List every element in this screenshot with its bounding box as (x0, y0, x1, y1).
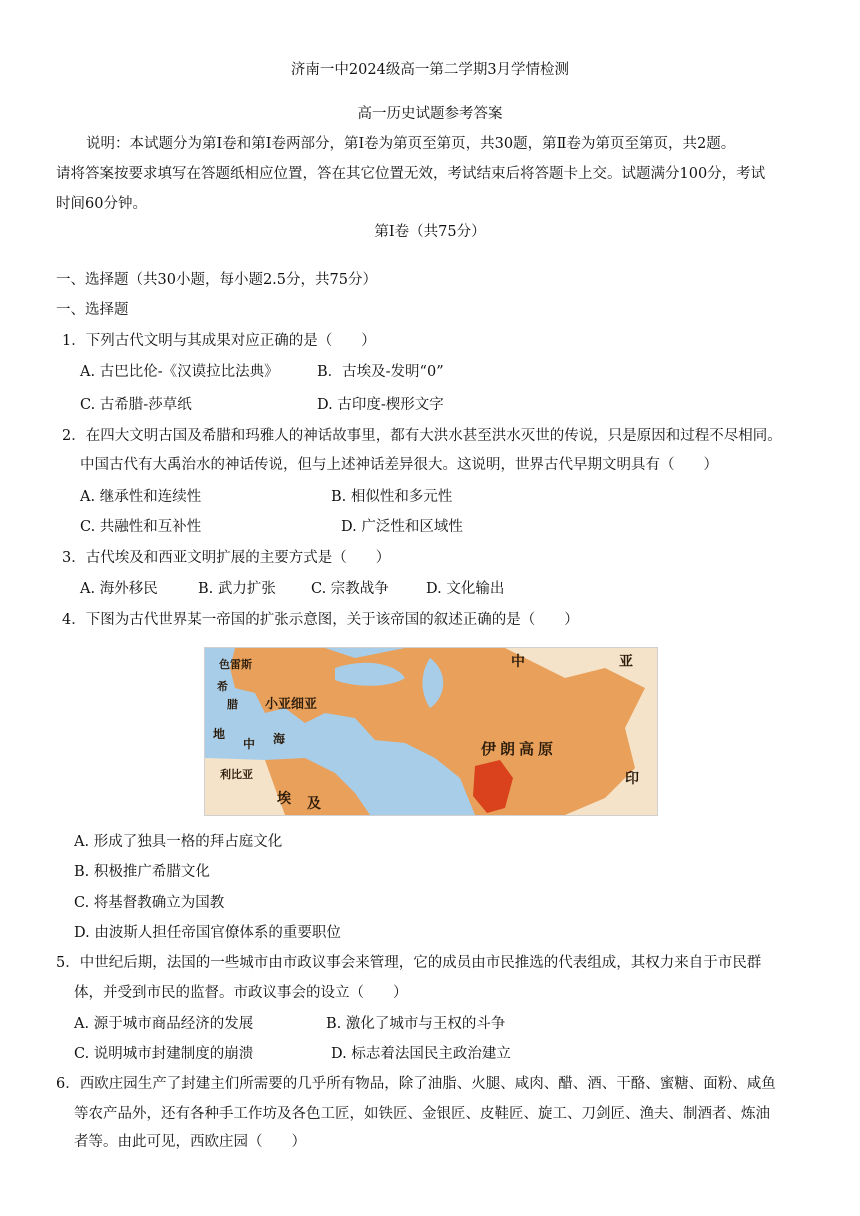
empire-expansion-map (204, 647, 658, 816)
map-label-egypt-1: 埃 (277, 791, 291, 807)
map-label-sea-hai: 海 (273, 732, 286, 746)
question-5-stem-2: 体，并受到市民的监督。市政议事会的设立（ ） (74, 985, 408, 1001)
question-2-option-d: D. 广泛性和区域性 (341, 519, 463, 535)
question-2-option-a: A. 继承性和连续性 (80, 489, 202, 505)
section-heading: 一、选择题（共30小题，每小题2.5分，共75分） (56, 272, 377, 288)
question-3-stem: 3．古代埃及和西亚文明扩展的主要方式是（ ） (62, 550, 391, 566)
question-2-option-c: C. 共融性和互补性 (80, 519, 202, 535)
map-label-asia: 亚 (619, 654, 633, 670)
question-5-option-c: C. 说明城市封建制度的崩溃 (74, 1046, 254, 1062)
question-1-stem: 1．下列古代文明与其成果对应正确的是（ ） (62, 333, 376, 349)
question-4-option-b: B. 积极推广希腊文化 (74, 864, 210, 880)
question-1-option-a: A. 古巴比伦-《汉谟拉比法典》 (80, 364, 279, 380)
map-label-thrace: 色雷斯 (219, 658, 252, 671)
question-6-stem-3: 者等。由此可见，西欧庄园（ ） (74, 1134, 306, 1150)
question-6-stem-2: 等农产品外，还有各种手工作坊及各色工匠，如铁匠、金银匠、皮鞋匠、旋工、刀剑匠、渔夫、制酒者、炼油 (74, 1106, 770, 1122)
question-5-option-a: A. 源于城市商品经济的发展 (74, 1016, 254, 1032)
question-6-stem: 6．西欧庄园生产了封建主们所需要的几乎所有物品，除了油脂、火腿、咸肉、醋、酒、干酪、蜜糖、面粉、咸鱼 (56, 1076, 776, 1092)
map-label-greece: 希 (217, 680, 228, 693)
map-label-central: 中 (511, 654, 525, 670)
question-3-option-c: C. 宗教战争 (311, 581, 389, 597)
question-2-stem-2: 中国古代有大禹治水的神话传说，但与上述神话差异很大。这说明，世界古代早期文明具有（ ） (80, 457, 718, 473)
section-heading-2: 一、选择题 (56, 302, 129, 318)
question-3-option-d: D. 文化输出 (426, 581, 505, 597)
map-label-greece-2: 腊 (227, 698, 238, 711)
question-1-option-b: B．古埃及-发明“0” (317, 364, 444, 380)
question-3-option-a: A. 海外移民 (80, 581, 158, 597)
question-1-option-d: D. 古印度-楔形文字 (317, 397, 444, 413)
question-4-stem: 4．下图为古代世界某一帝国的扩张示意图，关于该帝国的叙述正确的是（ ） (62, 612, 579, 628)
page-title: 济南一中2024级高一第二学期3月学情检测 (290, 62, 570, 78)
map-label-asia-minor: 小亚细亚 (265, 697, 318, 712)
question-4-option-d: D. 由波斯人担任帝国官僚体系的重要职位 (74, 925, 341, 941)
question-5-option-d: D. 标志着法国民主政治建立 (331, 1046, 511, 1062)
question-1-option-c: C. 古希腊-莎草纸 (80, 397, 192, 413)
question-4-option-a: A. 形成了独具一格的拜占庭文化 (74, 834, 283, 850)
instructions-line-1: 说明：本试题分为第Ⅰ卷和第Ⅰ卷两部分，第Ⅰ卷为第页至第页，共30题，第Ⅱ卷为第页至第页，共2题。 (86, 136, 736, 152)
question-3-option-b: B. 武力扩张 (198, 581, 276, 597)
question-4-option-c: C. 将基督教确立为国教 (74, 895, 225, 911)
map-label-india: 印 (625, 771, 639, 787)
instructions-line-3: 时间60分钟。 (56, 196, 147, 212)
map-label-sea-zhong: 中 (243, 737, 256, 751)
question-5-stem: 5．中世纪后期，法国的一些城市由市政议事会来管理，它的成员由市民推选的代表组成，其权力来自于市民群 (56, 955, 762, 971)
question-2-stem: 2．在四大文明古国及希腊和玛雅人的神话故事里，都有大洪水甚至洪水灭世的传说，只是原因和过程不尽相同。 (62, 428, 782, 444)
part-title: 第Ⅰ卷（共75分） (374, 224, 486, 240)
question-5-option-b: B. 激化了城市与王权的斗争 (326, 1016, 506, 1032)
instructions-line-2: 请将答案按要求填写在答题纸相应位置，答在其它位置无效，考试结束后将答题卡上交。试题满分100分，考试 (56, 166, 766, 182)
question-2-option-b: B. 相似性和多元性 (331, 489, 453, 505)
map-label-iran-plateau: 伊朗高原 (481, 740, 558, 758)
page-subtitle: 高一历史试题参考答案 (357, 106, 503, 122)
map-label-libya: 利比亚 (220, 768, 253, 781)
map-label-sea-di: 地 (213, 727, 226, 741)
map-label-egypt-2: 及 (307, 796, 321, 812)
